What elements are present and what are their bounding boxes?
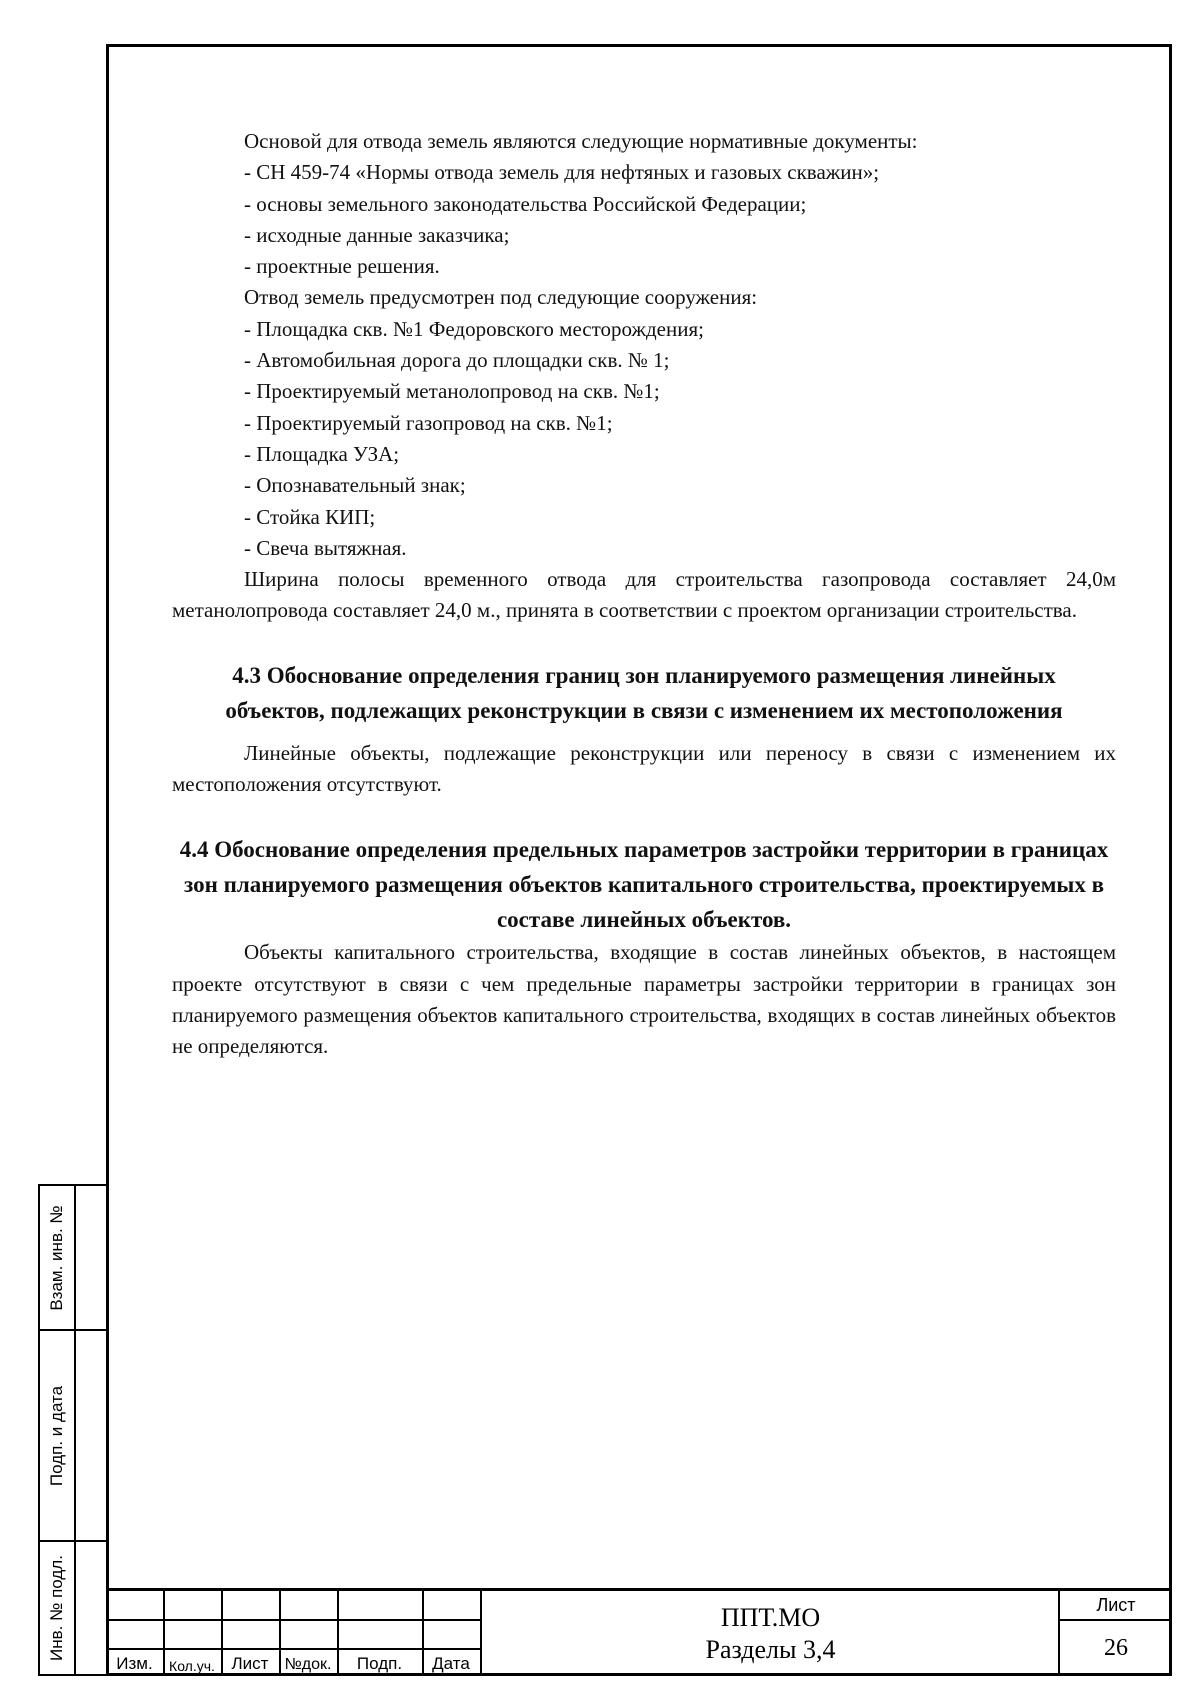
col-data: Дата — [432, 1654, 470, 1673]
list-item: - Стойка КИП; — [244, 504, 376, 529]
side-value-podp — [74, 1331, 107, 1540]
side-value-vzam — [74, 1186, 107, 1329]
side-label-vzam: Взам. инв. № — [47, 1204, 66, 1311]
side-label-podp: Подп. и дата — [47, 1385, 66, 1486]
list-item: - Автомобильная дорога до площадки скв. № 1; — [244, 348, 670, 373]
sheet-label: Лист — [1060, 1591, 1172, 1621]
intro-line: Основой для отвода земель являются следующие нормативные документы: — [244, 129, 918, 153]
structures-intro: Отвод земель предусмотрен под следующие сооружения: — [244, 285, 758, 310]
list-item: - исходные данные заказчика; — [244, 222, 510, 247]
list-item: - основы земельного законодательства Российской Федерации; — [244, 191, 807, 216]
list-item: - проектные решения. — [244, 254, 440, 279]
section-4-3-heading: 4.3 Обоснование определения границ зон планируемого размещения линейных объектов, подлежащих реконструкции в связи с изменением их местоположения — [225, 662, 1063, 723]
list-item: - Проектируемый метанолопровод на скв. №1; — [244, 379, 660, 404]
side-stamp-inv — [38, 1540, 107, 1676]
col-list: Лист — [231, 1654, 269, 1673]
structures-list — [172, 314, 1116, 564]
side-stamp-vzam — [38, 1184, 107, 1329]
list-item: - Проектируемый газопровод на скв. №1; — [244, 410, 613, 435]
list-item: - Площадка скв. №1 Федоровского месторождения; — [244, 316, 704, 341]
side-stamp-podp — [38, 1329, 107, 1540]
width-paragraph: Ширина полосы временного отвода для строительства газопровода составляет 24,0м метанолопровода составляет 24,0 м., принята в соответствии с проектом организации строительства. — [172, 567, 1116, 623]
doc-subtitle: Разделы 3,4 — [705, 1635, 836, 1664]
docs-list — [172, 157, 1116, 282]
list-item: - Опознавательный знак; — [244, 473, 466, 498]
title-block — [106, 1588, 1172, 1676]
side-label-inv: Инв. № подл. — [47, 1555, 66, 1661]
col-ndok: №док. — [284, 1656, 332, 1673]
list-item: - СН 459-74 «Нормы отвода земель для нефтяных и газовых скважин»; — [244, 160, 880, 185]
document-body — [172, 126, 1116, 1063]
side-value-inv — [74, 1542, 107, 1674]
col-kol-uch: Кол.уч. — [169, 1658, 215, 1674]
doc-code: ППТ.МО — [720, 1603, 821, 1632]
section-4-4-heading: 4.4 Обоснование определения предельных параметров застройки территории в границах зон планируемого размещения объектов капитального строительства, проектируемых в составе линейных объектов. — [179, 837, 1109, 933]
list-item: - Свеча вытяжная. — [244, 535, 407, 560]
section-4-4-text: Объекты капитального строительства, входящие в состав линейных объектов, в настоящем проекте отсутствуют в связи с чем предельные параметры застройки территории в границах зон планируемого размещения объектов капитального строительства, входящих в состав линейных объектов не определяются. — [172, 940, 1116, 1059]
section-4-3-text: Линейные объекты, подлежащие реконструкции или переносу в связи с изменением их местоположения отсутствуют. — [172, 740, 1116, 797]
col-izm: Изм. — [116, 1654, 153, 1673]
col-podp: Подп. — [356, 1654, 403, 1673]
list-item: - Площадка УЗА; — [244, 441, 400, 466]
sheet-number: 26 — [1104, 1635, 1128, 1661]
